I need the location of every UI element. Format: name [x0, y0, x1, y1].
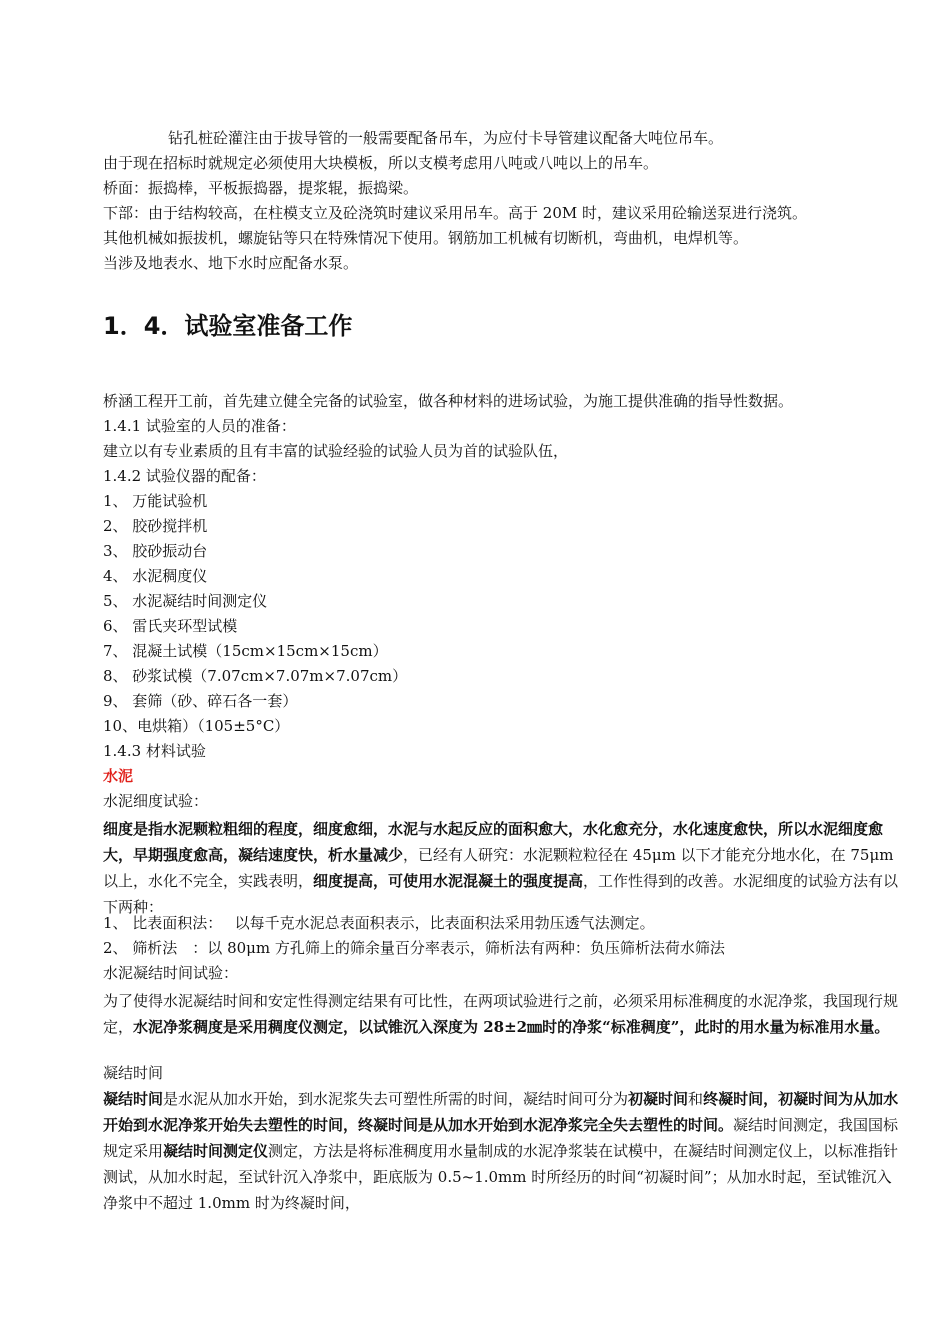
- instrument-item: 6、 雷氏夹环型试模: [103, 617, 238, 635]
- instrument-item: 2、 胶砂搅拌机: [103, 517, 208, 535]
- fineness-plain-2: ，工作性得到的改善。水泥细度的试验方法有以下两种：: [103, 872, 899, 916]
- set-time-paragraph: [103, 1086, 903, 1216]
- subsection-1-4-3: 1.4.3 材料试验: [103, 742, 206, 760]
- setting-paragraph: [103, 988, 903, 1040]
- intro-line-6: 当涉及地表水、地下水时应配备水泵。: [103, 254, 359, 272]
- fineness-title: 水泥细度试验：: [103, 792, 209, 810]
- setting-plain-1: 为了使得水泥凝结时间和安定性得测定结果有可比性，在两项试验进行之前，必须采用标准稠度的水泥净浆，我国现行规定，: [103, 992, 899, 1036]
- instrument-item: 3、 胶砂振动台: [103, 542, 208, 560]
- set-time-plain-3: 凝结时间测定，我国国标规定采用: [103, 1116, 899, 1160]
- set-time-title: 凝结时间: [103, 1064, 164, 1082]
- intro-line-1: 钻孔桩砼灌注由于拔导管的一般需要配备吊车，为应付卡导管建议配备大吨位吊车。: [168, 129, 724, 147]
- cement-title: 水泥: [103, 767, 134, 785]
- instrument-item: 7、 混凝土试模（15cm×15cm×15cm）: [103, 642, 388, 660]
- subsection-1-4-1: 1.4.1 试验室的人员的准备：: [103, 417, 296, 435]
- set-time-plain-1: 是水泥从加水开始，到水泥浆失去可塑性所需的时间，凝结时间可分为: [163, 1090, 629, 1108]
- instrument-item: 4、 水泥稠度仪: [103, 567, 208, 585]
- intro-line-5: 其他机械如振拔机，螺旋钻等只在特殊情况下使用。钢筋加工机械有切断机，弯曲机，电焊机等。: [103, 229, 749, 247]
- set-time-bold-2: 初凝时间: [628, 1090, 689, 1108]
- fineness-paragraph: [103, 816, 903, 920]
- set-time-bold-4: 凝结时间测定仪: [163, 1142, 269, 1160]
- set-time-bold-3: 终凝时间，初凝时间为从加水开始到水泥净浆开始失去塑性的时间，终凝时间是从加水开始到水泥净浆完全失去塑性的时间。: [103, 1090, 899, 1134]
- instrument-item: 10、电烘箱）（105±5°C）: [103, 717, 290, 735]
- setting-title: 水泥凝结时间试验：: [103, 964, 239, 982]
- setting-bold-1: 水泥净浆稠度是采用稠度仪测定，以试锥沉入深度为 28±2㎜时的净浆“标准稠度”，此时的用水量为标准用水量。: [133, 1018, 890, 1036]
- set-time-plain-2: 和: [688, 1090, 704, 1108]
- fineness-bold-1: 细度是指水泥颗粒粗细的程度，细度愈细，水泥与水起反应的面积愈大，水化愈充分，水化速度愈快，所以水泥细度愈大，早期强度愈高，凝结速度快，析水量减少: [103, 820, 884, 864]
- fineness-plain-1: ，已经有人研究：水泥颗粒粒径在 45μm 以下才能充分地水化，在 75μm 以上，水化不完全，实践表明，: [103, 846, 894, 890]
- intro-line-2: 由于现在招标时就规定必须使用大块模板，所以支模考虑用八吨或八吨以上的吊车。: [103, 154, 659, 172]
- section-heading: 1．4．试验室准备工作: [103, 312, 353, 340]
- staff-paragraph: 建立以有专业素质的且有丰富的试验经验的试验人员为首的试验队伍，: [103, 442, 569, 460]
- instrument-item: 1、 万能试验机: [103, 492, 208, 510]
- instrument-item: 8、 砂浆试模（7.07cm×7.07m×7.07cm）: [103, 667, 408, 685]
- instrument-item: 5、 水泥凝结时间测定仪: [103, 592, 268, 610]
- set-time-plain-4: 测定，方法是将标准稠度用水量制成的水泥净浆装在试模中，在凝结时间测定仪上，以标准指针测试，从加水时起，至试针沉入净浆中，距底版为 0.5~1.0mm 时所经历的时间“初凝时间”；从加水时起，至试锥沉入净浆中不超过 1.0mm 时为终凝时间，: [103, 1142, 899, 1212]
- subsection-1-4-2: 1.4.2 试验仪器的配备：: [103, 467, 266, 485]
- lab-paragraph: 桥涵工程开工前，首先建立健全完备的试验室，做各种材料的进场试验，为施工提供准确的指导性数据。: [103, 392, 794, 410]
- method-1: 1、 比表面积法： 以每千克水泥总表面积表示，比表面积法采用勃压透气法测定。: [103, 914, 655, 932]
- fineness-bold-2: 细度提高，可使用水泥混凝土的强度提高: [313, 872, 584, 890]
- set-time-bold-1: 凝结时间: [103, 1090, 164, 1108]
- intro-line-3: 桥面：振捣棒，平板振捣器，提浆辊，振捣梁。: [103, 179, 419, 197]
- method-2: 2、 筛析法 ：以 80μm 方孔筛上的筛余量百分率表示，筛析法有两种：负压筛析法荷水筛法: [103, 939, 725, 957]
- intro-line-4: 下部：由于结构较高，在柱模支立及砼浇筑时建议采用吊车。高于 20M 时，建议采用砼输送泵进行浇筑。: [103, 204, 807, 222]
- instrument-item: 9、 套筛（砂、碎石各一套）: [103, 692, 298, 710]
